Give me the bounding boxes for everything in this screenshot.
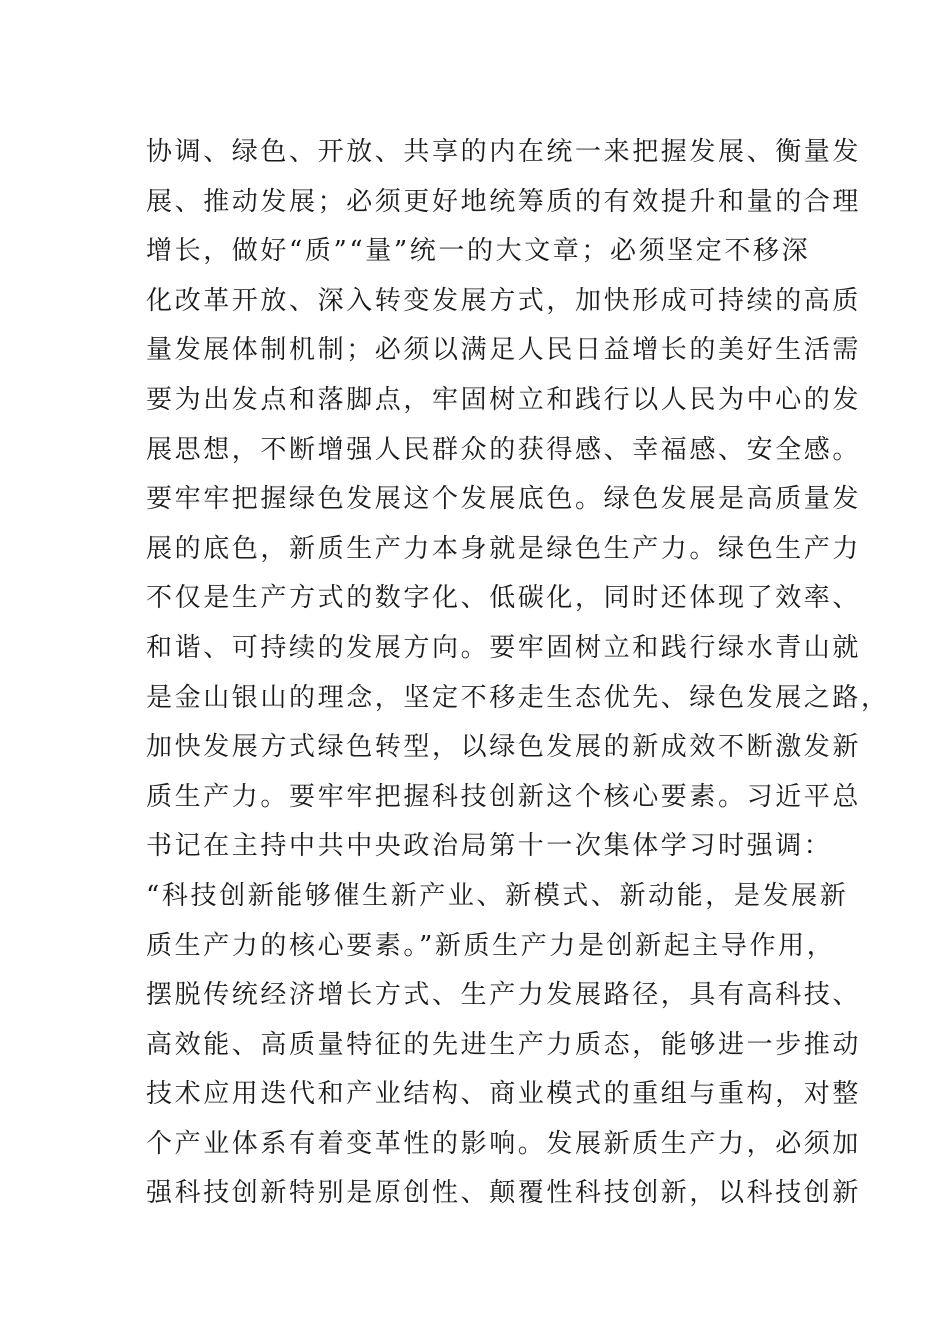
text-line: 强科技创新特别是原创性、颠覆性科技创新，以科技创新: [146, 1178, 862, 1209]
body-text: [146, 128, 890, 1219]
text-line: 摆脱传统经济增长方式、生产力发展路径，具有高科技、: [146, 980, 862, 1011]
text-line: 质生产力的核心要素。”新质生产力是创新起主导作用，: [146, 930, 836, 961]
text-line: 高效能、高质量特征的先进生产力质态，能够进一步推动: [146, 1029, 862, 1060]
text-line: 个产业体系有着变革性的影响。发展新质生产力，必须加: [146, 1128, 862, 1159]
text-line: 书记在主持中共中央政治局第十一次集体学习时强调：: [146, 831, 833, 862]
text-line: 技术应用迭代和产业结构、商业模式的重组与重构，对整: [146, 1079, 862, 1110]
text-line: 不仅是生产方式的数字化、低碳化，同时还体现了效率、: [146, 583, 862, 614]
text-line: 质生产力。要牢牢把握科技创新这个核心要素。习近平总: [146, 781, 862, 812]
text-line: 展思想，不断增强人民群众的获得感、幸福感、安全感。: [146, 434, 862, 465]
text-line: 要为出发点和落脚点，牢固树立和践行以人民为中心的发: [146, 384, 862, 415]
text-line: “科技创新能够催生新产业、新模式、新动能，是发展新: [146, 880, 849, 911]
text-line: 是金山银山的理念，坚定不移走生态优先、绿色发展之路，: [146, 682, 890, 713]
text-line: 加快发展方式绿色转型，以绿色发展的新成效不断激发新: [146, 732, 862, 763]
text-line: 增长，做好“质”“量”统一的大文章；必须坚定不移深: [146, 236, 811, 267]
text-line: 化改革开放、深入转变发展方式，加快形成可持续的高质: [146, 285, 862, 316]
text-line: 协调、绿色、开放、共享的内在统一来把握发展、衡量发: [146, 137, 862, 167]
text-line: 和谐、可持续的发展方向。要牢固树立和践行绿水青山就: [146, 632, 862, 663]
text-line: 展的底色，新质生产力本身就是绿色生产力。绿色生产力: [146, 533, 862, 564]
text-line: 要牢牢把握绿色发展这个发展底色。绿色发展是高质量发: [146, 484, 862, 515]
text-line: 展、推动发展；必须更好地统筹质的有效提升和量的合理: [146, 186, 862, 217]
text-line: 量发展体制机制；必须以满足人民日益增长的美好生活需: [146, 335, 862, 366]
